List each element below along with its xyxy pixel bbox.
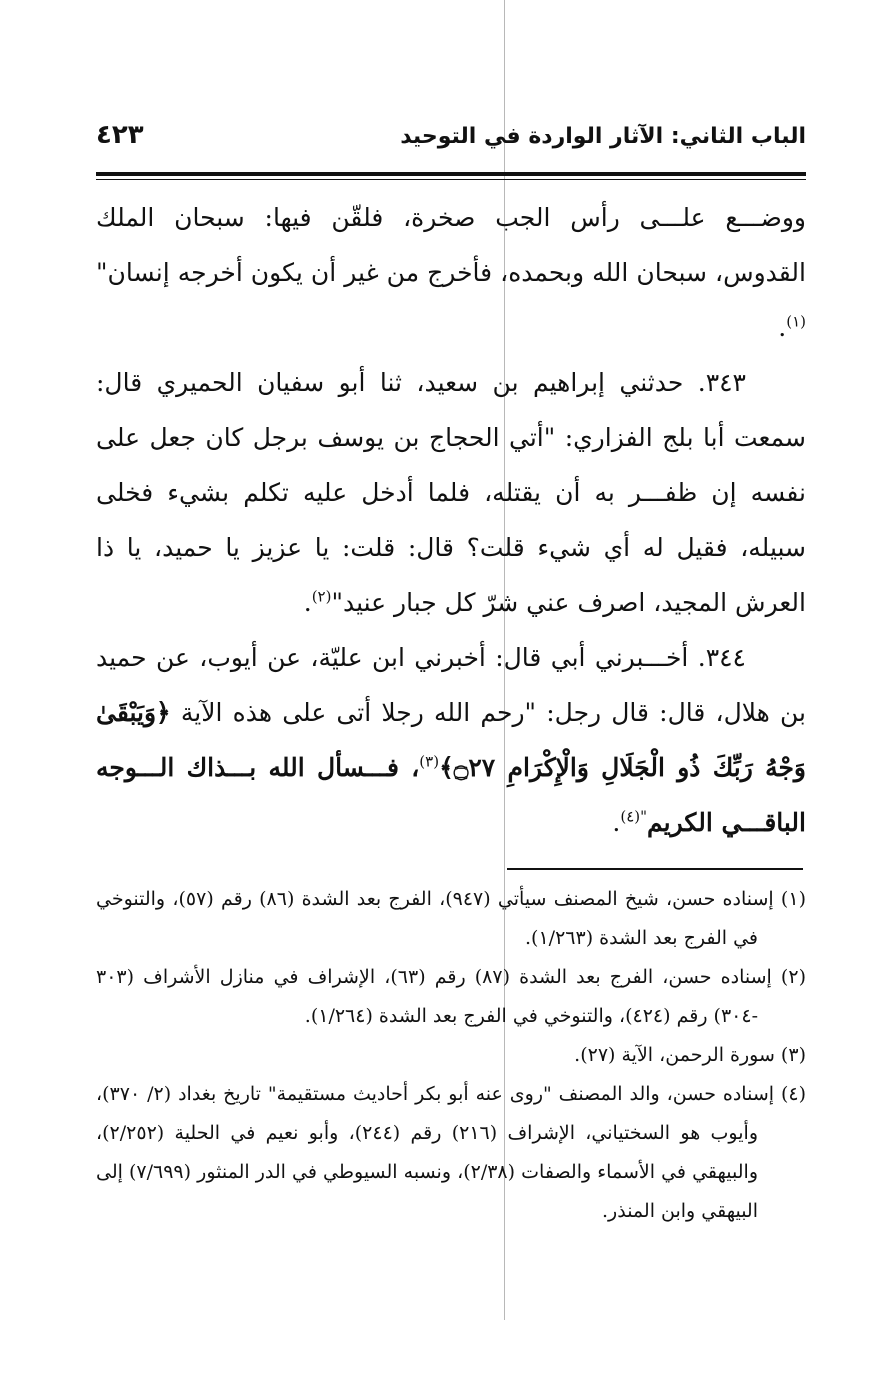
header-rule-thick xyxy=(96,172,806,176)
paragraph-343 xyxy=(96,355,806,630)
paragraph-text: ٣٤٤. أخـــبرني أبي قال: أخبرني ابن عليّة، عن أيوب، عن حميد بن هلال، قال: قال رجل: "رحم الله رجلا أتى على هذه الآية xyxy=(96,643,806,727)
footnote-4: (٤) إسناده حسن، والد المصنف "روى عنه أبو بكر أحاديث مستقيمة" تاريخ بغداد (٢/ ٣٧٠)، وأيوب هو السختياني، الإشراف (٢١٦) رقم (٢٤٤)، وأبو نعيم في الحلية (٢/٢٥٢)، والبيهقي في الأسماء والصفات (٢/٣٨)، ونسبه السيوطي في الدر المنثور (٧/٦٩٩) إلى البيهقي وابن المنذر. xyxy=(96,1083,806,1222)
paragraph-end: . xyxy=(778,313,787,342)
running-title: الباب الثاني: الآثار الواردة في التوحيد xyxy=(400,124,806,149)
footnote-3: (٣) سورة الرحمن، الآية (٢٧). xyxy=(574,1044,806,1066)
paragraph-end: . xyxy=(303,588,312,617)
page-number: ٤٢٣ xyxy=(96,120,144,150)
header-rule-thin xyxy=(96,179,806,180)
paragraph-continuation xyxy=(96,190,806,355)
footnote-separator xyxy=(507,868,803,870)
footnote-ref: (٣) xyxy=(419,752,440,771)
paragraph-end: . xyxy=(612,808,621,837)
footnote-2: (٢) إسناده حسن، الفرج بعد الشدة (٨٧) رقم (٦٣)، الإشراف في منازل الأشراف (٣٠٣ -٣٠٤) رقم (٤٢٤)، والتنوخي في الفرج بعد الشدة (١/٢٦٤). xyxy=(96,966,806,1027)
bold-text: ، فـــسأل الله بـــذاك الـــوجه الباقـــي الكريم xyxy=(96,753,806,837)
page-header xyxy=(96,118,806,168)
footnote-ref: "(٤) xyxy=(620,807,648,826)
paragraph-text: ٣٤٣. حدثني إبراهيم بن سعيد، ثنا أبو سفيان الحميري قال: سمعت أبا بلج الفزاري: "أتي الحجاج بن يوسف برجل كان جعل على نفسه إن ظفـــر به أن يقتله، فلما أدخل عليه تكلم بشيء فخلى سبيله، فقيل له أي شيء قلت؟ قال: قلت: يا عزيز يا حميد، يا ذا العرش المجيد، اصرف عني شرّ كل جبار عنيد" xyxy=(96,368,806,617)
footnote-ref: (٢) xyxy=(311,587,332,606)
paragraph-text: ووضـــع علـــى رأس الجب صخرة، فلقّن فيها: سبحان الملك القدوس، سبحان الله وبحمده، فأخرج من غير أن يكون أخرجه إنسان" xyxy=(96,203,806,287)
paragraph-344 xyxy=(96,630,806,850)
footnote-ref: (١) xyxy=(786,312,806,331)
quran-verse: ﴿وَيَبْقَىٰ وَجْهُ رَبِّكَ ذُو الْجَلَالِ وَالْإِكْرَامِ ۝٢٧﴾ xyxy=(96,698,806,782)
footnote-1: (١) إسناده حسن، شيخ المصنف سيأتي (٩٤٧)، الفرج بعد الشدة (٨٦) رقم (٥٧)، والتنوخي في الفرج بعد الشدة (١/٢٦٣). xyxy=(96,888,806,949)
main-text xyxy=(96,190,806,850)
footnotes xyxy=(96,880,806,1231)
